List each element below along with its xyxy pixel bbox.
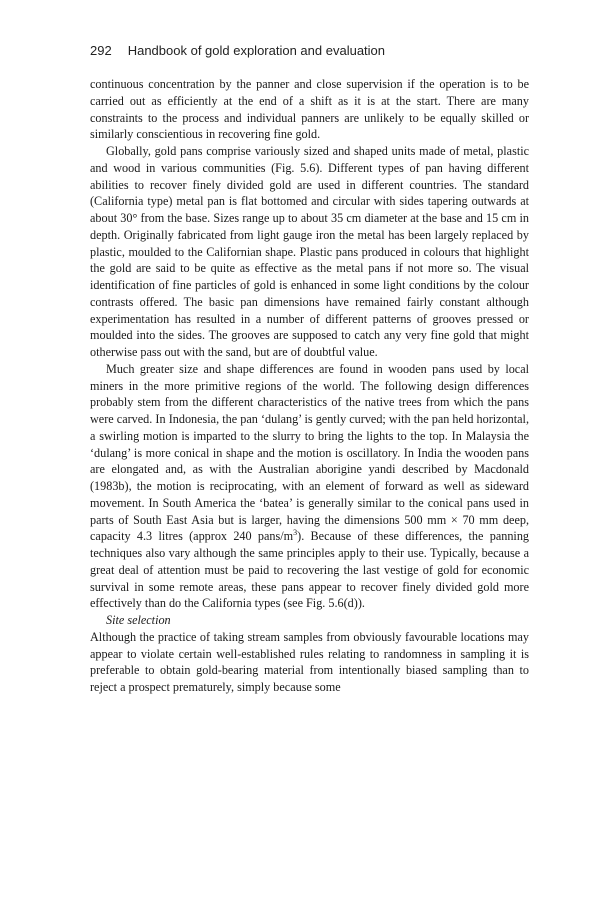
superscript-three: 3	[293, 528, 298, 538]
paragraph-wooden-pans-text: Much greater size and shape differences are found in wooden pans used by local miners in the more primitive regions of the world. The following design differences probably stem from the different characteristics of the native trees from which the pans were carved. In Indonesia, the pan ‘dulang’ is gently curved; with the pan held horizontal, a swirling motion is imparted to the slurry to bring the lights to the top. In Malaysia the ‘dulang’ is more conical in shape and the motion is oscillatory. In India the wooden pans are elongated and, as with the Australian aborigine yandi described by Macdonald (1983b), the motion is reciprocating, with an element of forward as well as sideward movement. In South America the ‘batea’ is generally similar to the conical pans used in parts of South East Asia but is larger, having the dimensions 500 mm × 70 mm deep, capacity 4.3 litres (approx 240 pans/m	[90, 361, 529, 544]
running-title: Handbook of gold exploration and evaluation	[127, 43, 386, 58]
page-number: 292	[90, 43, 112, 58]
section-heading: Site selection	[106, 613, 171, 627]
paragraph-site-selection: Although the practice of taking stream samples from obviously favourable locations may appear to violate certain well-established rules relating to randomness in sampling it is preferable to obtain gold-bearing material from intentionally biased sampling than to reject a prospect prematurely, simply because some	[90, 629, 529, 694]
paragraph-continuation: continuous concentration by the panner and close supervision if the operation is to be carried out as efficiently at the end of a shift as it is at the start. There are many constraints to the process and individual panners are unlikely to be equally skilled or similarly conscientious in recovering fine gold.	[90, 77, 529, 142]
running-header	[90, 43, 530, 63]
body-text	[90, 76, 529, 696]
paragraph-wooden-pans-text-end: ). Because of these differences, the panning techniques also vary although the same principles apply to their use. Typically, because a great deal of attention must be paid to recovering the last vestige of gold for economic survival in some remote areas, these pans appear to recover finely divided gold more effectively than do the California types (see Fig. 5.6(d)).	[90, 529, 530, 611]
paragraph-wooden-pans	[90, 361, 529, 612]
paragraph-gold-pans: Globally, gold pans comprise variously sized and shaped units made of metal, plastic and wood in various communities (Fig. 5.6). Different types of pan having different abilities to recover finely divided gold are used in different countries. The standard (California type) metal pan is flat bottomed and circular with sides tapering outwards at about 30° from the base. Sizes range up to about 35 cm diameter at the base and 15 cm in depth. Originally fabricated from light gauge iron the metal has been largely replaced by plastic, moulded to the Californian shape. Plastic pans produced in colours that highlight the gold are said to be quite as effective as the metal pans if not more so. The visual identification of fine particles of gold is enhanced in some light conditions by the colour contrasts offered. The basic pan dimensions have remained fairly constant although experimentation has resulted in a number of different patterns of grooves pressed or moulded into the sides. The grooves are supposed to catch any very fine gold that might otherwise pass out with the sand, but are of doubtful value.	[90, 144, 529, 359]
